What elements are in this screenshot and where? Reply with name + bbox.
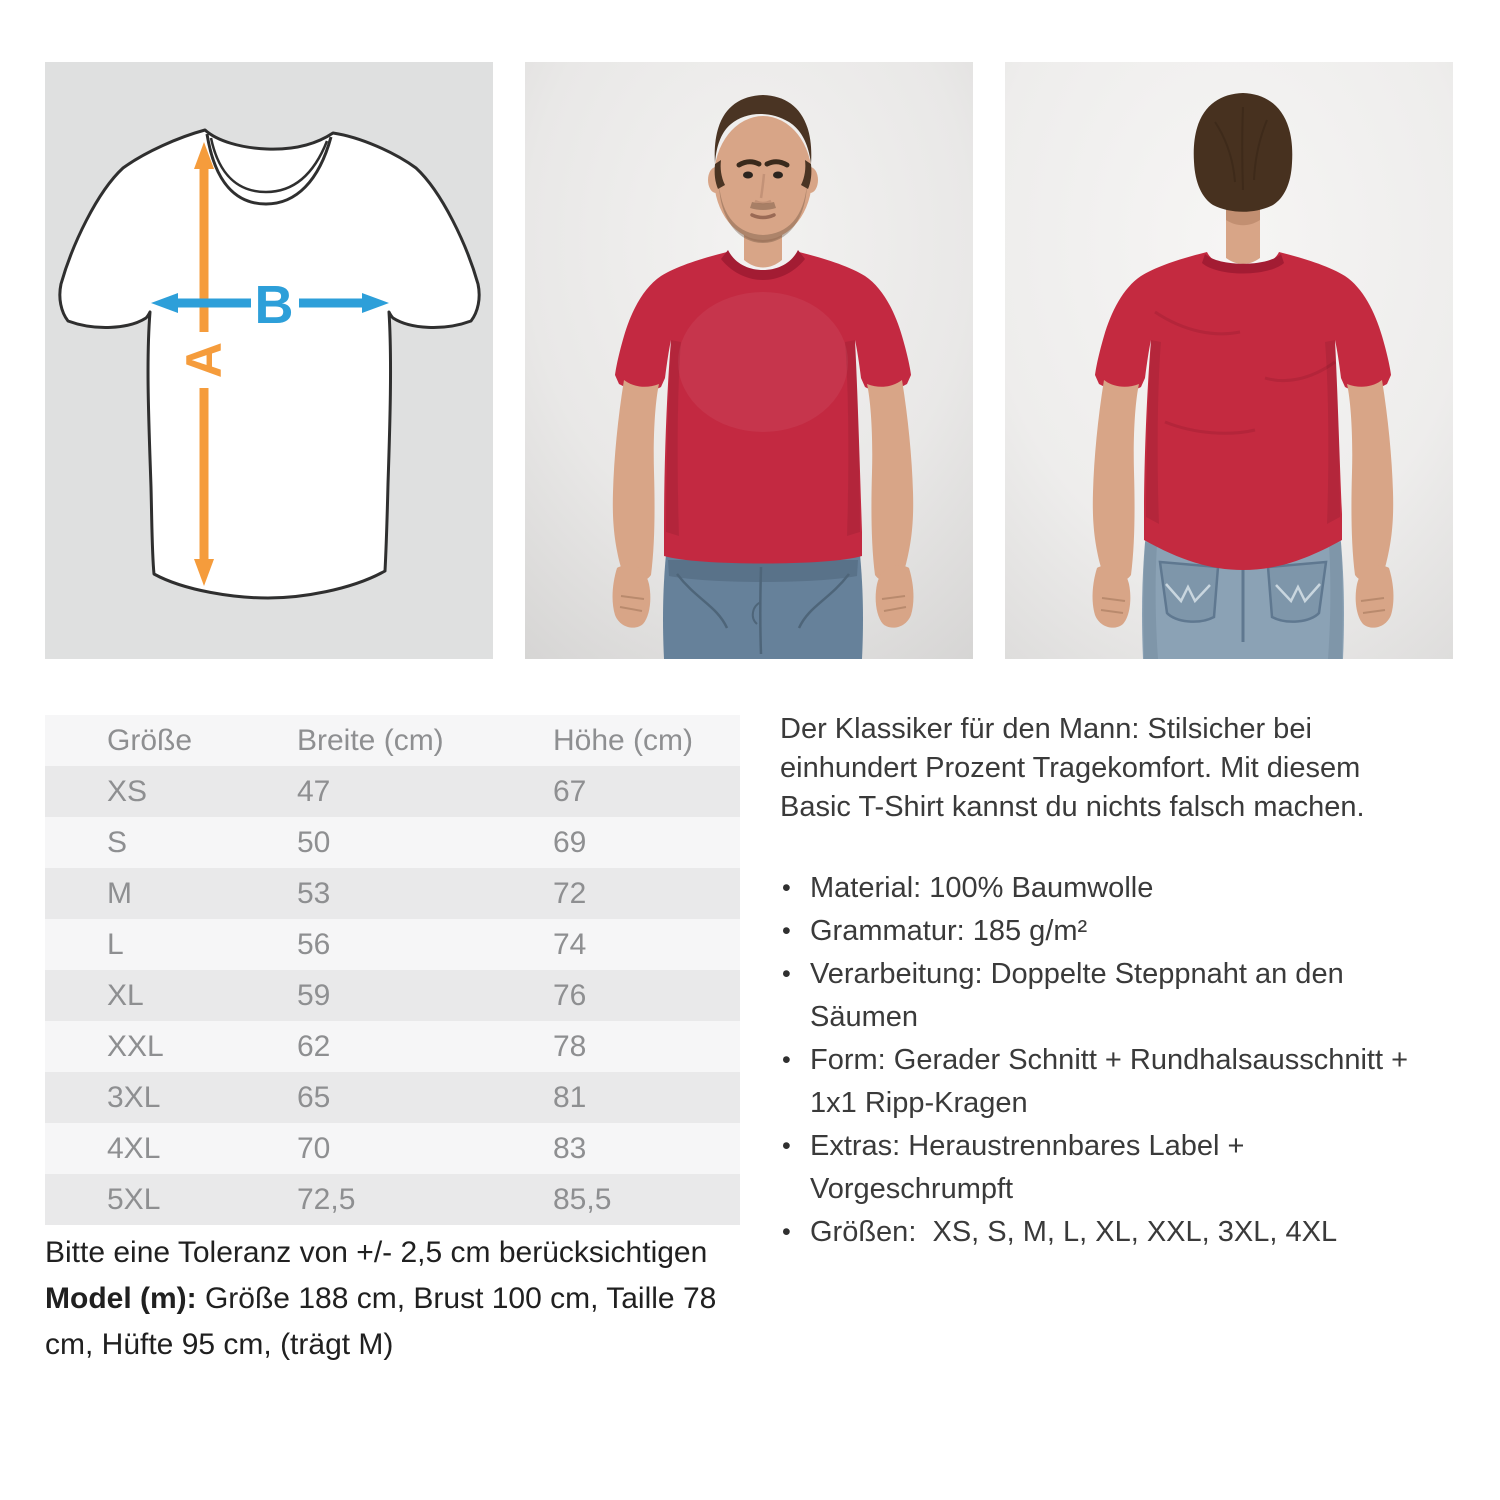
model-values: Größe 188 cm, Brust 100 cm, Taille 78 cm, Hüfte 95 cm, (trägt M) — [45, 1282, 717, 1361]
product-description — [780, 710, 1432, 1254]
bullet-icon: • — [782, 960, 791, 988]
model-measurements — [45, 1276, 753, 1368]
height-cell: 69 — [553, 826, 587, 859]
fly-seam — [760, 567, 761, 654]
column-header-height: Höhe (cm) — [553, 724, 694, 757]
tolerance-note: Bitte eine Toleranz von +/- 2,5 cm berücksichtigen — [45, 1236, 708, 1269]
bullet-icon: • — [782, 1218, 791, 1246]
right-eye — [773, 172, 783, 179]
size-cell: M — [107, 877, 132, 910]
model-label: Model (m): — [45, 1282, 197, 1315]
left-eye — [743, 172, 753, 179]
feature-text: Verarbeitung: Doppelte Steppnaht an den Säumen — [810, 958, 1352, 1033]
size-cell: XL — [107, 979, 144, 1012]
column-header-size: Größe — [107, 724, 193, 757]
size-diagram-panel — [45, 62, 493, 659]
list-item — [780, 867, 1432, 910]
bullet-icon: • — [782, 874, 791, 902]
label-a: A — [176, 341, 232, 379]
list-item — [780, 953, 1432, 1039]
height-cell: 67 — [553, 775, 587, 808]
table-row — [45, 868, 740, 919]
model-back-illustration — [1005, 62, 1453, 659]
table-row — [45, 1021, 740, 1072]
left-back-pocket — [1160, 562, 1218, 622]
height-cell: 85,5 — [553, 1183, 612, 1216]
measurement-notes — [45, 1230, 753, 1368]
table-row — [45, 970, 740, 1021]
size-cell: XXL — [107, 1030, 164, 1063]
width-cell: 72,5 — [297, 1183, 356, 1216]
size-cell: 3XL — [107, 1081, 161, 1114]
model-front-illustration — [525, 62, 973, 659]
table-row — [45, 817, 740, 868]
right-back-pocket — [1268, 562, 1326, 622]
feature-list — [780, 867, 1432, 1254]
size-cell: 4XL — [107, 1132, 161, 1165]
left-hand — [613, 565, 651, 628]
column-header-width: Breite (cm) — [297, 724, 444, 757]
width-cell: 50 — [297, 826, 331, 859]
feature-text: Größen: XS, S, M, L, XL, XXL, 3XL, 4XL — [810, 1216, 1338, 1248]
size-cell: 5XL — [107, 1183, 161, 1216]
width-cell: 70 — [297, 1132, 331, 1165]
model-photo-front — [525, 62, 973, 659]
feature-text: Extras: Heraustrennbares Label + Vorgeschrumpft — [810, 1130, 1253, 1205]
height-cell: 78 — [553, 1030, 587, 1063]
width-cell: 47 — [297, 775, 331, 808]
feature-text: Form: Gerader Schnitt + Rundhalsausschnitt + 1x1 Ripp-Kragen — [810, 1044, 1417, 1119]
description-intro: Der Klassiker für den Mann: Stilsicher bei einhundert Prozent Tragekomfort. Mit diesem Basic T-Shirt kannst du nichts falsch machen. — [780, 713, 1365, 823]
height-cell: 76 — [553, 979, 587, 1012]
right-hand — [876, 565, 914, 628]
bullet-icon: • — [782, 917, 791, 945]
table-row — [45, 919, 740, 970]
model-photo-back — [1005, 62, 1453, 659]
width-cell: 59 — [297, 979, 331, 1012]
bullet-icon: • — [782, 1046, 791, 1074]
list-item — [780, 910, 1432, 953]
width-cell: 62 — [297, 1030, 331, 1063]
bullet-icon: • — [782, 1132, 791, 1160]
label-b: B — [254, 275, 294, 335]
size-cell: S — [107, 826, 128, 859]
left-hand — [1093, 565, 1131, 628]
right-hand — [1356, 565, 1394, 628]
feature-text: Material: 100% Baumwolle — [810, 872, 1154, 904]
table-row — [45, 766, 740, 817]
size-table — [45, 715, 740, 1225]
list-item — [780, 1211, 1432, 1254]
table-row — [45, 1123, 740, 1174]
height-cell: 72 — [553, 877, 587, 910]
width-cell: 53 — [297, 877, 331, 910]
list-item — [780, 1125, 1432, 1211]
size-cell: L — [107, 928, 124, 961]
height-cell: 74 — [553, 928, 587, 961]
height-cell: 83 — [553, 1132, 587, 1165]
table-header-row — [45, 715, 740, 766]
chest-highlight — [678, 292, 848, 432]
height-cell: 81 — [553, 1081, 587, 1114]
feature-text: Grammatur: 185 g/m² — [810, 915, 1088, 947]
size-cell: XS — [107, 775, 148, 808]
table-row — [45, 1072, 740, 1123]
tshirt-measurement-diagram — [45, 62, 493, 659]
width-cell: 65 — [297, 1081, 331, 1114]
list-item — [780, 1039, 1432, 1125]
width-cell: 56 — [297, 928, 331, 961]
table-row — [45, 1174, 740, 1225]
